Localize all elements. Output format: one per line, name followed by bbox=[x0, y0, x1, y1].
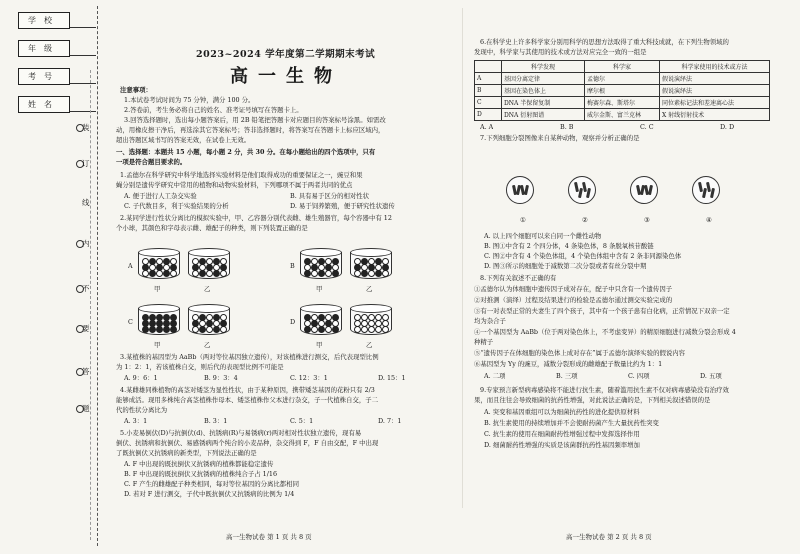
table-cell: D bbox=[475, 109, 502, 121]
ball bbox=[220, 270, 227, 277]
cut-char: 线 bbox=[82, 198, 90, 207]
ball bbox=[220, 326, 227, 333]
ball bbox=[199, 326, 206, 333]
chromosome bbox=[702, 188, 707, 198]
notice-line: 3.回答选择题时，选出每小题答案后，用 2B 铅笔把答题卡对应题目的答案标号涂黑。如需改 bbox=[124, 116, 386, 124]
q4-option-a: A. 3：1 bbox=[124, 417, 148, 425]
q4-option-c: C. 5：1 bbox=[290, 417, 314, 425]
q1-option-d: D. 易于饲养繁殖，便于研究性状遗传 bbox=[290, 202, 395, 210]
jar-rim bbox=[138, 248, 180, 257]
exam-number-line bbox=[70, 68, 96, 84]
ball bbox=[213, 270, 220, 277]
jar bbox=[138, 248, 180, 282]
table-cell: 梅赛尔森、斯塔尔 bbox=[585, 97, 660, 109]
table-cell: 基因分离定律 bbox=[502, 73, 585, 85]
section1-heading-cont: 一项是符合题目要求的。 bbox=[116, 158, 187, 166]
grade-line bbox=[70, 40, 96, 56]
q3-option-c: C. 12：3：1 bbox=[290, 374, 328, 382]
ball bbox=[325, 270, 332, 277]
q8-item: ④一个基因型为 AaBb（位于两对染色体上，不考虑变异）的精原细胞进行减数分裂会形成 4 bbox=[474, 328, 736, 336]
q6-option-c: C. C bbox=[640, 123, 654, 131]
ball bbox=[375, 326, 382, 333]
jar-rim bbox=[350, 304, 392, 313]
ball bbox=[361, 270, 368, 277]
q4-stem: 代的性状分离比为 bbox=[116, 406, 168, 414]
ball bbox=[213, 326, 220, 333]
ball bbox=[192, 326, 199, 333]
jar-label-jia: 甲 bbox=[154, 341, 161, 349]
q8-option-b: B. 三项 bbox=[556, 372, 578, 380]
q1-stem: 蝇分别是遗传学研究中常用的植物和动物实验材料，下列哪项不属于两者共同的优点 bbox=[116, 181, 353, 189]
q2-label-c: C bbox=[128, 318, 133, 326]
q9-option-c: C. 抗生素的使用在细菌耐药性增强过程中发挥选择作用 bbox=[484, 430, 640, 438]
q4-stem: 能够成活。现用多株纯合高茎植株作母本、矮茎植株作父本进行杂交，子一代植株自交，子二 bbox=[116, 396, 379, 404]
chromosome bbox=[578, 188, 583, 198]
ball bbox=[149, 326, 156, 333]
table-cell: X 射线衍射技术 bbox=[660, 109, 770, 121]
cell-label: ④ bbox=[706, 216, 712, 224]
q1-option-c: C. 子代数目多，利于实验结果的分析 bbox=[124, 202, 229, 210]
jar-label-yi: 乙 bbox=[204, 341, 211, 349]
jar bbox=[350, 304, 392, 338]
q3-option-b: B. 9：3：4 bbox=[204, 374, 238, 382]
chromosome bbox=[574, 182, 579, 192]
ball bbox=[142, 326, 149, 333]
table-header-cell bbox=[475, 61, 502, 73]
jar bbox=[188, 304, 230, 338]
chromosome bbox=[524, 185, 529, 195]
q8-item: ③有一对表型正常的夫妻生了四个孩子，其中有一个孩子患有白化病，正常情况下双亲一定 bbox=[474, 307, 730, 315]
q2-label-d: D bbox=[290, 318, 296, 326]
table-cell: B bbox=[475, 85, 502, 97]
ball bbox=[156, 270, 163, 277]
jar bbox=[188, 248, 230, 282]
name-line bbox=[70, 96, 96, 112]
ball bbox=[361, 326, 368, 333]
q8-item: ⑥基因型为 Yy 的豌豆，减数分裂形成的雌雄配子数量比约为 1：1 bbox=[474, 360, 663, 368]
q5-option-a: A. F 中出现的既抗倒伏又抗锈病的植株都能稳定遗传 bbox=[124, 460, 274, 468]
q7-option-b: B. 图①中含有 2 个四分体，4 条染色体，8 条脱氧核苷酸链 bbox=[484, 242, 654, 250]
ball bbox=[149, 270, 156, 277]
jar bbox=[300, 304, 342, 338]
q6-stem: 发现中，科学家与其使用的技术或方法对应完全一致的一组是 bbox=[474, 48, 647, 56]
q1-stem: 1.孟德尔在科学研究中科学地选择实验材料是他们取得成功的重要保证之一，豌豆和果 bbox=[120, 171, 363, 179]
q1-option-a: A. 便于进行人工杂交实验 bbox=[124, 192, 197, 200]
table-cell: 威尔金斯、富兰克林 bbox=[585, 109, 660, 121]
jar-rim bbox=[300, 304, 342, 313]
q3-option-a: A. 9：6：1 bbox=[124, 374, 158, 382]
jar-label-jia: 甲 bbox=[316, 285, 323, 293]
q5-stem: 了既抗倒伏又抗锈病的新类型，下列说法正确的是 bbox=[116, 449, 257, 457]
ball bbox=[142, 270, 149, 277]
ball bbox=[318, 326, 325, 333]
q5-stem: 倒伏、抗锈病和抗倒伏、易感锈病两个纯合的小麦品种，杂交得到 F，F 自由交配，F 中出现 bbox=[116, 439, 379, 447]
q3-stem: 3.某植株的基因型为 AaBb（两对等位基因独立遗传），对该植株进行测交，后代表现型比例 bbox=[120, 353, 379, 361]
ball bbox=[354, 270, 361, 277]
jar-rim bbox=[138, 304, 180, 313]
jar bbox=[350, 248, 392, 282]
q8-item: ①孟德尔认为体细胞中遗传因子成对存在，配子中只含有一个遗传因子 bbox=[474, 285, 673, 293]
table-header-cell: 科学发现 bbox=[502, 61, 585, 73]
ball bbox=[156, 326, 163, 333]
table-cell: 基因在染色体上 bbox=[502, 85, 585, 97]
notice-line: 1.本试卷考试时间为 75 分钟，满分 100 分。 bbox=[124, 96, 255, 104]
ball bbox=[368, 326, 375, 333]
table-cell: 摩尔根 bbox=[585, 85, 660, 97]
ball bbox=[375, 270, 382, 277]
cut-char: 答 bbox=[82, 367, 90, 376]
ball bbox=[163, 326, 170, 333]
cut-char: 要 bbox=[82, 324, 90, 333]
chromosome bbox=[582, 182, 587, 192]
table-cell: DNA 半保留复制 bbox=[502, 97, 585, 109]
chromosome bbox=[586, 188, 591, 198]
table-cell: 同位素标记法和差速离心法 bbox=[660, 97, 770, 109]
table-cell: A bbox=[475, 73, 502, 85]
ball bbox=[304, 326, 311, 333]
q4-option-d: D. 7：1 bbox=[378, 417, 402, 425]
q6-stem: 6.在科学史上许多科学家分别用科学的思想方法取得了重大科技成就，在下列生物领域的 bbox=[480, 38, 729, 46]
cell-diagram bbox=[568, 176, 596, 204]
cell-label: ③ bbox=[644, 216, 650, 224]
q4-option-b: B. 3：1 bbox=[204, 417, 228, 425]
ball bbox=[368, 270, 375, 277]
jar-label-jia: 甲 bbox=[316, 341, 323, 349]
q2-stem: 个小球，其颜色和字母表示雌、雄配子的种类，则下列装置正确的是 bbox=[116, 224, 308, 232]
footer-page-2: 高一生物试卷 第 2 页 共 8 页 bbox=[566, 533, 652, 541]
q5-stem: 5.小麦易倒伏(D)与抗倒伏(d)、抗锈病(R)与易锈病(r)两对相对性状独立遗传，现有易 bbox=[120, 429, 362, 437]
cut-char: 不 bbox=[82, 284, 90, 293]
notice-heading: 注意事项： bbox=[120, 86, 152, 94]
q9-stem: 9.专家预言新型病毒感染将不能进行抗生素，随着滥用抗生素不仅对病毒感染没有治疗效 bbox=[480, 386, 729, 394]
ball bbox=[311, 326, 318, 333]
notice-line: 超出答题区域书写的答案无效，在试卷上无效。 bbox=[116, 136, 251, 144]
q6-option-b: B. B bbox=[560, 123, 574, 131]
q8-option-c: C. 四项 bbox=[628, 372, 650, 380]
q9-option-a: A. 突变和基因重组可以为细菌抗药性的进化提供原材料 bbox=[484, 408, 640, 416]
q6-option-a: A. A bbox=[480, 123, 494, 131]
jar-rim bbox=[300, 248, 342, 257]
binding-dashed-line-inner bbox=[90, 70, 91, 540]
cut-char: 内 bbox=[82, 239, 90, 248]
cell-label: ① bbox=[520, 216, 526, 224]
q2-label-a: A bbox=[128, 262, 133, 270]
q9-option-d: D. 细菌耐药性增强的实质是该菌群抗药性基因频率增加 bbox=[484, 441, 640, 449]
ball bbox=[354, 326, 361, 333]
q3-option-d: D. 15：1 bbox=[378, 374, 406, 382]
name-label: 姓名 bbox=[18, 96, 70, 113]
page-divider bbox=[462, 8, 463, 508]
table-header-cell: 科学家 bbox=[585, 61, 660, 73]
ball bbox=[163, 270, 170, 277]
binding-margin bbox=[0, 0, 100, 554]
ball bbox=[170, 270, 177, 277]
q9-option-b: B. 抗生素使用的持续增加并不会使耐药菌产生大量抗药性突变 bbox=[484, 419, 659, 427]
table-cell: 假说演绎法 bbox=[660, 85, 770, 97]
q7-stem: 7.下列细胞分裂图像来自某种动物，观察并分析正确的是 bbox=[480, 134, 640, 142]
q7-option-d: D. 图③所示的细胞处于减数第二次分裂或者有丝分裂中期 bbox=[484, 262, 647, 270]
q8-stem: 8.下列有关叙述不正确的有 bbox=[480, 274, 557, 282]
ball bbox=[206, 326, 213, 333]
jar bbox=[300, 248, 342, 282]
table-row bbox=[475, 97, 770, 109]
table-header-row bbox=[475, 61, 770, 73]
ball bbox=[325, 326, 332, 333]
ball bbox=[304, 270, 311, 277]
table-row bbox=[475, 73, 770, 85]
cell-diagram bbox=[630, 176, 658, 204]
school-line bbox=[70, 12, 96, 28]
q8-item: ⑤“遗传因子在体细胞的染色体上成对存在”属于孟德尔演绎实验的假说内容 bbox=[474, 349, 686, 357]
table-cell: 假说演绎法 bbox=[660, 73, 770, 85]
ball bbox=[332, 326, 339, 333]
q3-stem: 为 1：2：1，若该植株自交，则后代的表现型比例不可能是 bbox=[116, 363, 284, 371]
cell-diagram bbox=[692, 176, 720, 204]
chromosome bbox=[706, 182, 711, 192]
jar bbox=[138, 304, 180, 338]
grade-label: 年级 bbox=[18, 40, 70, 57]
chromosome bbox=[648, 185, 653, 195]
notice-line: 动，用橡皮擦干净后，再选涂其它答案标号；答非选择题时，将答案写在答题卡上标应区域内， bbox=[116, 126, 385, 134]
ball bbox=[382, 326, 389, 333]
ball bbox=[332, 270, 339, 277]
jar-label-yi: 乙 bbox=[366, 341, 373, 349]
cut-char: 订 bbox=[82, 159, 90, 168]
q8-item: 种精子 bbox=[474, 338, 494, 346]
table-cell: 孟德尔 bbox=[585, 73, 660, 85]
jar-label-yi: 乙 bbox=[204, 285, 211, 293]
ball bbox=[311, 270, 318, 277]
chromosome bbox=[698, 182, 703, 192]
chromosome bbox=[710, 188, 715, 198]
ball bbox=[206, 270, 213, 277]
ball bbox=[170, 326, 177, 333]
cell-diagram bbox=[506, 176, 534, 204]
q5-option-b: B. F 中出现的既抗倒伏又抗锈病的植株纯合子占 1/16 bbox=[124, 470, 278, 478]
table-cell: DNA 衍射图谱 bbox=[502, 109, 585, 121]
q9-stem: 果，而且往往会导致细菌的抗药性增强，对此说法正确的是，下列相关叙述错误的是 bbox=[474, 396, 711, 404]
jar-label-jia: 甲 bbox=[154, 285, 161, 293]
q8-option-a: A. 二项 bbox=[484, 372, 506, 380]
exam-title: 2023~2024 学年度第二学期期末考试 bbox=[196, 49, 376, 60]
q6-option-d: D. D bbox=[720, 123, 735, 131]
table-row bbox=[475, 85, 770, 97]
school-label: 学校 bbox=[18, 12, 70, 29]
q1-option-b: B. 具有易于区分的相对性状 bbox=[290, 192, 370, 200]
jar-rim bbox=[188, 304, 230, 313]
table-cell: C bbox=[475, 97, 502, 109]
footer-page-1: 高一生物试卷 第 1 页 共 8 页 bbox=[226, 533, 312, 541]
ball bbox=[382, 270, 389, 277]
cut-char: 装 bbox=[82, 123, 90, 132]
notice-line: 2.答卷前，考生务必将自己的姓名、准考证号填写在答题卡上。 bbox=[124, 106, 303, 114]
q2-label-b: B bbox=[290, 262, 295, 270]
ball bbox=[199, 270, 206, 277]
q8-option-d: D. 五项 bbox=[700, 372, 722, 380]
subject-title: 高一生物 bbox=[230, 66, 342, 87]
jar-label-yi: 乙 bbox=[366, 285, 373, 293]
cut-char: 题 bbox=[82, 404, 90, 413]
ball bbox=[192, 270, 199, 277]
q5-option-d: D. 若对 F 进行测交，子代中既抗倒伏又抗锈病的比例为 1/4 bbox=[124, 490, 295, 498]
table-row bbox=[475, 109, 770, 121]
q8-item: ②对推测（演绎）过程及结果进行的检验是孟德尔通过测交实验完成的 bbox=[474, 296, 673, 304]
table-header-cell: 科学家使用的技术或方法 bbox=[660, 61, 770, 73]
binding-dashed-line bbox=[97, 6, 98, 546]
jar-rim bbox=[350, 248, 392, 257]
ball bbox=[318, 270, 325, 277]
q8-item: 均为杂合子 bbox=[474, 317, 506, 325]
exam-number-label: 考号 bbox=[18, 68, 70, 85]
q2-stem: 2.某同学进行性状分离比的模拟实验中，甲、乙容器分别代表雌、雄生殖器官，每个容器中有 12 bbox=[120, 214, 392, 222]
q4-stem: 4.某雌雄同株植物的高茎对矮茎为显性性状，由于某种原因，携带矮茎基因的花粉只有 2/3 bbox=[120, 386, 375, 394]
cell-label: ② bbox=[582, 216, 588, 224]
q6-table bbox=[474, 60, 770, 121]
q5-option-c: C. F 产生的雌雄配子种类相同，每对等位基因的分离比都相同 bbox=[124, 480, 299, 488]
q7-option-c: C. 图②中含有 4 个染色体组，4 个染色体组中含有 2 条非同源染色体 bbox=[484, 252, 682, 260]
section1-heading: 一、选择题：本题共 15 小题，每小题 2 分，共 30 分。在每小题给出的四个选项中，只有 bbox=[116, 148, 376, 156]
q7-option-a: A. 以上四个细胞可以来自同一个雌性动物 bbox=[484, 232, 602, 240]
jar-rim bbox=[188, 248, 230, 257]
